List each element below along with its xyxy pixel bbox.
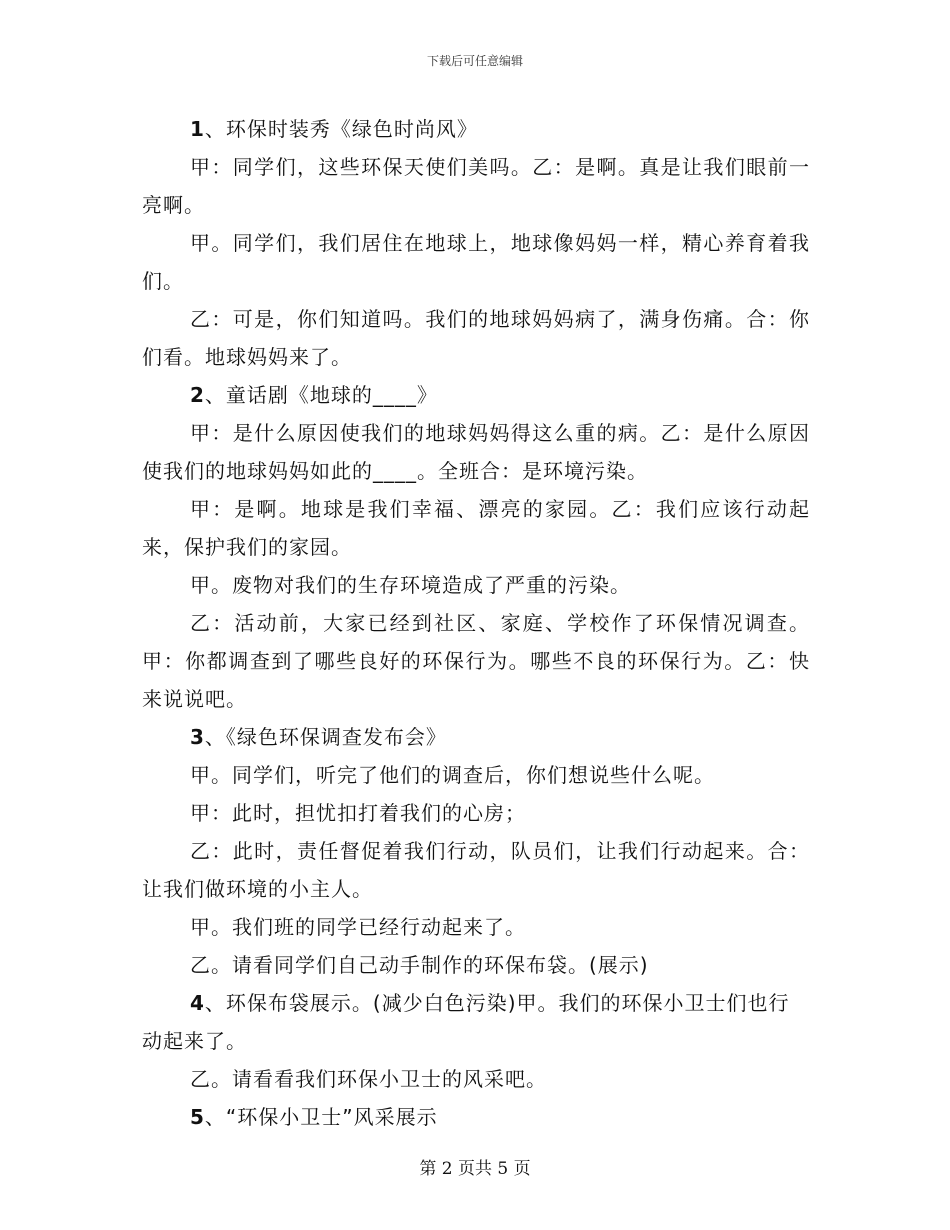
section-number: 4	[190, 991, 205, 1015]
section-number: 2	[190, 383, 205, 407]
dialogue-paragraph: 甲。废物对我们的生存环境造成了严重的污染。	[190, 573, 631, 597]
dialogue-paragraph: 乙。请看同学们自己动手制作的环保布袋。(展示)	[190, 953, 649, 977]
dialogue-paragraph: 乙：可是，你们知道吗。我们的地球妈妈病了，满身伤痛。合：你们看。地球妈妈来了。	[142, 307, 810, 369]
section-title: 、环保布袋展示。(减少白色污染)甲。我们的环保小卫士们也行动起来了。	[142, 991, 790, 1053]
section-title: 、童话剧《地球的____》	[204, 383, 438, 407]
section-title: 、《绿色环保调查发布会》	[204, 725, 447, 749]
dialogue-paragraph: 甲：此时，担忧扣打着我们的心房；	[190, 801, 526, 825]
dialogue-paragraph: 甲：是什么原因使我们的地球妈妈得这么重的病。乙：是什么原因使我们的地球妈妈如此的____。全班合：是环境污染。	[142, 421, 810, 483]
section-heading-3	[142, 718, 810, 756]
dialogue-paragraph: 乙：活动前，大家已经到社区、家庭、学校作了环保情况调查。甲：你都调查到了哪些良好的环保行为。哪些不良的环保行为。乙：快来说说吧。	[142, 611, 810, 711]
section-heading-1	[142, 110, 810, 148]
section-number: 1	[190, 117, 205, 141]
dialogue-paragraph: 甲。同学们，我们居住在地球上，地球像妈妈一样，精心养育着我们。	[142, 231, 810, 293]
dialogue-paragraph: 甲。同学们，听完了他们的调查后，你们想说些什么呢。	[190, 763, 715, 787]
page-header: 下载后可任意编辑	[426, 54, 523, 68]
section-number: 5	[190, 1105, 205, 1129]
section-heading-2	[142, 376, 810, 414]
dialogue-paragraph: 甲：是啊。地球是我们幸福、漂亮的家园。乙：我们应该行动起来，保护我们的家园。	[142, 497, 810, 559]
section-heading-5	[142, 1098, 810, 1136]
dialogue-paragraph: 乙：此时，责任督促着我们行动，队员们，让我们行动起来。合：让我们做环境的小主人。	[142, 839, 810, 901]
section-title: 、“环保小卫士”风采展示	[204, 1105, 438, 1129]
dialogue-paragraph: 甲：同学们，这些环保天使们美吗。乙：是啊。真是让我们眼前一亮啊。	[142, 155, 810, 217]
section-title: 、环保时装秀《绿色时尚风》	[204, 117, 478, 141]
dialogue-paragraph: 乙。请看看我们环保小卫士的风采吧。	[190, 1067, 547, 1091]
page-footer: 第 2 页共 5 页	[419, 1159, 531, 1179]
section-number: 3	[190, 725, 205, 749]
dialogue-paragraph: 甲。我们班的同学已经行动起来了。	[190, 915, 526, 939]
document-body	[142, 110, 810, 1136]
section-heading-4	[142, 984, 810, 1060]
